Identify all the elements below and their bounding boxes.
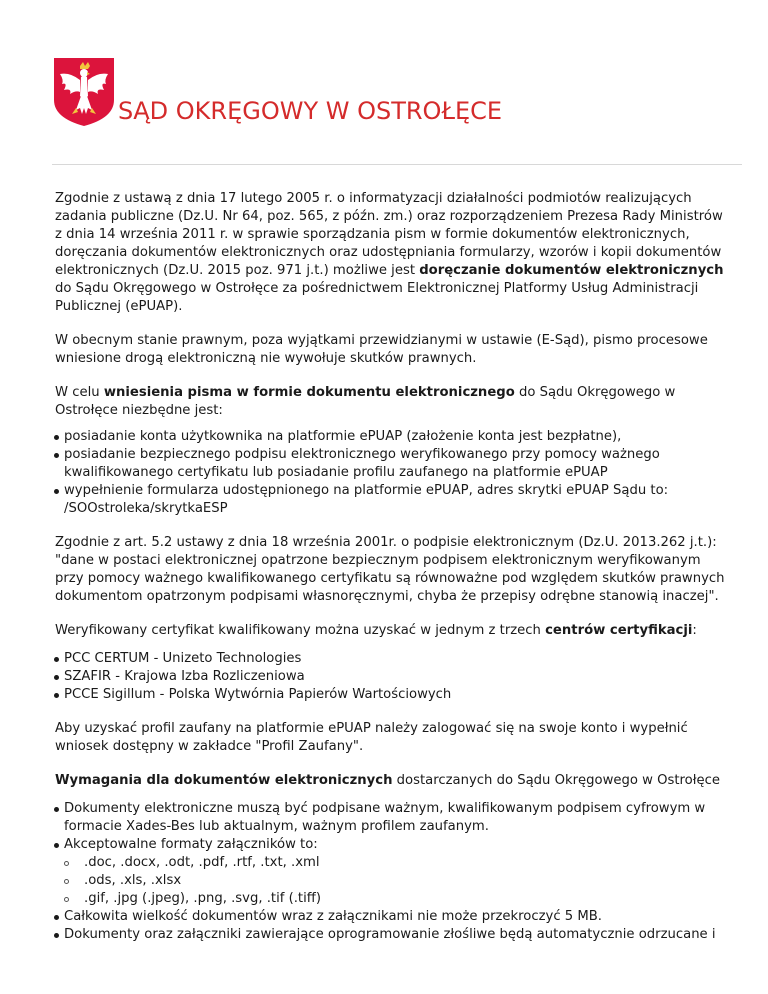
court-title: SĄD OKRĘGOWY W OSTROŁĘCE xyxy=(118,97,503,125)
intro-text-end: do Sądu Okręgowego w Ostrołęce za pośrednictwem Elektronicznej Platformy Usług Administracji Publicznej (ePUAP). xyxy=(55,281,699,314)
list-item: .ods, .xls, .xlsx xyxy=(64,872,725,890)
list-item: .gif, .jpg (.jpeg), .png, .svg, .tif (.tiff) xyxy=(64,890,725,908)
list-item: .doc, .docx, .odt, .pdf, .rtf, .txt, .xml xyxy=(64,854,725,872)
list-item: posiadanie bezpiecznego podpisu elektronicznego weryfikowanego przy pomocy ważnego kwalifikowanego certyfikatu lub posiadanie profilu zaufanego na platformie ePUAP xyxy=(55,446,725,482)
list-item: wypełnienie formularza udostępnionego na platformie ePUAP, adres skrytki ePUAP Sądu to: /SOOstroleka/skrytkaESP xyxy=(55,482,725,518)
trusted-profile-paragraph: Aby uzyskać profil zaufany na platformie ePUAP należy zalogować się na swoje konto i wypełnić wniosek dostępny w zakładce "Profil Zaufany". xyxy=(55,721,688,754)
list-item: PCC CERTUM - Unizeto Technologies xyxy=(55,650,725,668)
certification-text-end: : xyxy=(692,623,697,638)
signature-law-paragraph: Zgodnie z art. 5.2 ustawy z dnia 18 września 2001r. o podpisie elektronicznym (Dz.U. 2013.262 j.t.): "dane w postaci elektronicznej opatrzone bezpiecznym podpisem elektronicznym weryfikowanym przy pomocy ważnego kwalifikowanego certyfikatu są równoważne pod względem skutków prawnych dokumentom opatrzonym podpisami własnoręcznymi, chyba że przepisy odrębne stanowią inaczej". xyxy=(55,535,725,604)
intro-text: Zgodnie z ustawą z dnia 17 lutego 2005 r. o informatyzacji działalności podmiotów realizujących zadania publiczne (Dz.U. Nr 64, poz. 565, z późn. zm.) oraz rozporządzeniem Prezesa Rady Ministrów z dnia 14 września 2011 r. w sprawie sporządzania pism w formie dokumentów elektronicznych, doręczania dokumentów elektronicznych oraz udostępniania formularzy, wzorów i kopii dokumentów elektronicznych (Dz.U. 2015 poz. 971 j.t.) możliwe jest xyxy=(55,191,723,278)
document-requirements-list xyxy=(55,800,725,944)
list-item: SZAFIR - Krajowa Izba Rozliczeniowa xyxy=(55,668,725,686)
list-item: PCCE Sigillum - Polska Wytwórnia Papierów Wartościowych xyxy=(55,686,725,704)
requirements-list xyxy=(55,428,725,518)
list-item: posiadanie konta użytkownika na platformie ePUAP (założenie konta jest bezpłatne), xyxy=(55,428,725,446)
document-requirements-heading xyxy=(55,772,725,790)
filing-bold: wniesienia pisma w formie dokumentu elektronicznego xyxy=(103,385,515,400)
list-item xyxy=(55,836,725,908)
formats-sublist xyxy=(64,854,725,908)
certification-centers-list xyxy=(55,650,725,704)
requirements-bold: Wymagania dla dokumentów elektronicznych xyxy=(55,773,393,788)
certification-paragraph xyxy=(55,622,725,640)
certification-bold: centrów certyfikacji xyxy=(545,623,693,638)
intro-bold: doręczanie dokumentów elektronicznych xyxy=(419,263,724,278)
filing-paragraph xyxy=(55,384,725,420)
list-item: Dokumenty elektroniczne muszą być podpisane ważnym, kwalifikowanym podpisem cyfrowym w formacie Xades-Bes lub aktualnym, ważnym profilem zaufanym. xyxy=(55,800,725,836)
header-divider xyxy=(52,164,742,165)
legal-status-paragraph: W obecnym stanie prawnym, poza wyjątkami przewidzianymi w ustawie (E-Sąd), pismo procesowe wniesione drogą elektroniczną nie wywołuje skutków prawnych. xyxy=(55,333,708,366)
intro-paragraph xyxy=(55,190,725,316)
main-content xyxy=(55,190,725,960)
list-item: Dokumenty oraz załączniki zawierające oprogramowanie złośliwe będą automatycznie odrzucane i xyxy=(55,926,725,944)
filing-text-end: do Sądu Okręgowego w Ostrołęce niezbędne jest: xyxy=(55,385,676,418)
certification-text: Weryfikowany certyfikat kwalifikowany można uzyskać w jednym z trzech xyxy=(55,623,546,638)
requirements-text: dostarczanych do Sądu Okręgowego w Ostrołęce xyxy=(392,773,720,788)
formats-label: Akceptowalne formaty załączników to: xyxy=(64,837,318,852)
filing-text: W celu xyxy=(55,385,104,400)
polish-eagle-emblem-icon xyxy=(52,56,116,128)
list-item: Całkowita wielkość dokumentów wraz z załącznikami nie może przekroczyć 5 MB. xyxy=(55,908,725,926)
